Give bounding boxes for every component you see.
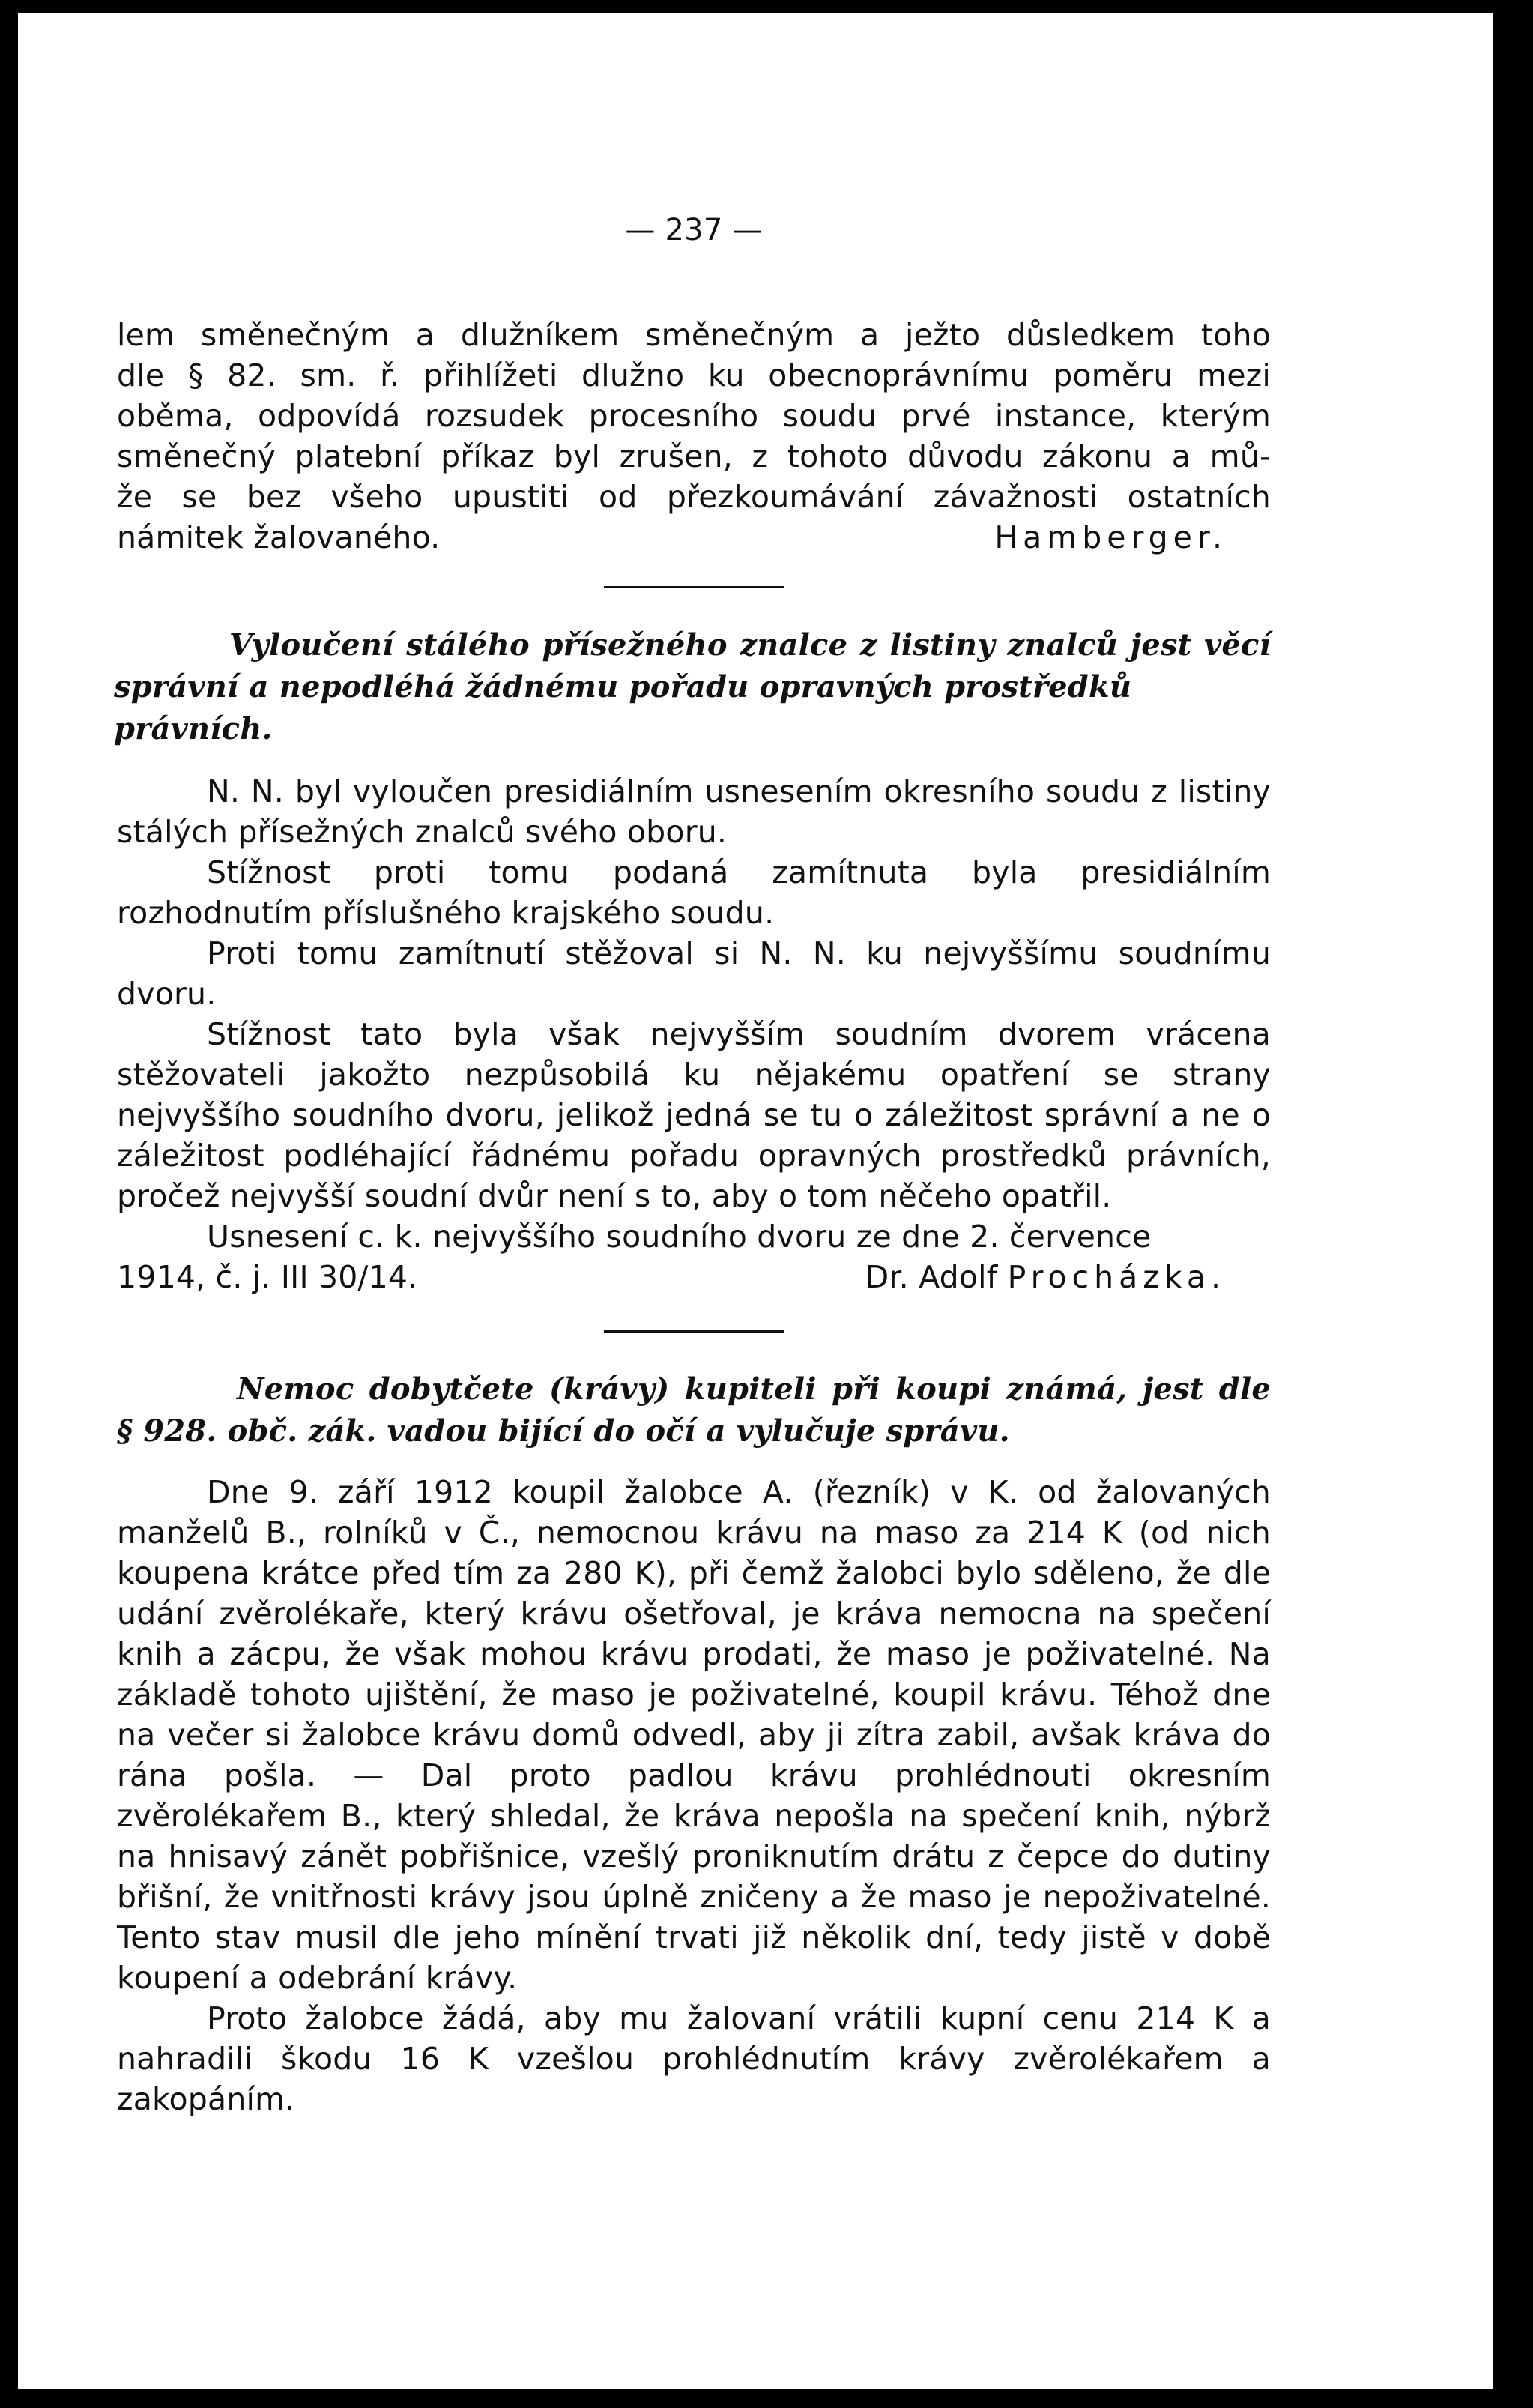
section-cattle-disease: [117, 1369, 1271, 2119]
page-number: — 237 —: [625, 213, 763, 247]
section-heading: [114, 624, 1271, 750]
text-line: dle § 82. sm. ř. přihlížeti dlužno ku obecnoprávnímu poměru mezi: [117, 357, 1271, 393]
heading-line: § 928. obč. zák. vadou bijící do očí a vylučuje správu.: [117, 1413, 1010, 1449]
author-signature: Hamberger.: [994, 519, 1227, 555]
scanned-page: [18, 13, 1514, 2389]
citation-line: [117, 1257, 1271, 1297]
scan-border: [1493, 13, 1514, 2389]
paragraph: Usnesení c. k. nejvyššího soudního dvoru ze dne 2. července: [207, 1219, 1152, 1255]
paragraph: Stížnost proti tomu podaná zamítnuta byla presidiálním rozhodnutím příslušného krajského soudu.: [117, 854, 1271, 931]
page-content: [114, 210, 1271, 2119]
paragraph: Proto žalobce žádá, aby mu žalovaní vrátili kupní cenu 214 K a nahradili škodu 16 K vzešlou prohlédnutím krávy zvěrolékařem a zakopáním.: [117, 2000, 1271, 2117]
section-expert-exclusion: [114, 624, 1271, 1297]
text-line: že se bez všeho upustiti od přezkoumávání závažnosti ostatních: [117, 479, 1271, 515]
heading-line: Vyloučení stálého přísežného znalce z listiny znalců jest věcí: [229, 627, 1271, 663]
section-continuation: [117, 315, 1271, 558]
section-heading: [117, 1369, 1271, 1452]
heading-line: správní a nepodléhá žádnému pořadu opravných prostředků právních.: [114, 669, 1132, 746]
paragraph: Proti tomu zamítnutí stěžoval si N. N. ku nejvyššímu soudnímu dvoru.: [117, 935, 1271, 1012]
heading-line: Nemoc dobytčete (krávy) kupiteli při koupi známá, jest dle: [237, 1372, 1271, 1407]
text-line: lem směnečným a dlužníkem směnečným a ježto důsledkem toho: [117, 317, 1271, 353]
closing-line: [117, 517, 1271, 558]
author-signature: [865, 1257, 1271, 1297]
author-name: Procházka.: [1007, 1259, 1226, 1295]
section-divider: [604, 1330, 784, 1333]
author-prefix: Dr. Adolf: [865, 1259, 998, 1295]
case-citation: 1914, č. j. III 30/14.: [117, 1259, 418, 1295]
section-divider: [604, 586, 784, 588]
paragraph: Dne 9. září 1912 koupil žalobce A. (řezník) v K. od žalovaných manželů B., rolníků v Č., nemocnou krávu na maso za 214 K (od nich koupena krátce před tím za 280 K), při čemž žalobci bylo sděleno, že dle udání zvěrolékaře, který krávu ošetřoval, je kráva nemocna na spečení knih a zácpu, že však mohou krávu prodati, že maso je poživatelné. Na základě tohoto ujištění, že maso je poživatelné, koupil krávu. Téhož dne na večer si žalobce krávu domů odvedl, aby ji zítra zabil, avšak kráva do rána pošla. — Dal proto padlou krávu prohlédnouti okresním zvěrolékařem B., který shledal, že kráva nepošla na spečení knih, nýbrž na hnisavý zánět pobřišnice, vzešlý proniknutím drátu z čepce do dutiny břišní, že vnitřnosti krávy jsou úplně zničeny a že maso je nepoživatelné. Tento stav musil dle jeho mínění trvati již několik dní, tedy jistě v době koupení a odebrání krávy.: [117, 1474, 1271, 1996]
paragraph: Stížnost tato byla však nejvyšším soudním dvorem vrácena stěžovateli jakožto nezpůsobilá ku nějakému opatření se strany nejvyššího soudního dvoru, jelikož jedná se tu o záležitost správní a ne o záležitost podléhající řádnému pořadu opravných prostředků právních, pročež nejvyšší soudní dvůr není s to, aby o tom něčeho opatřil.: [117, 1016, 1271, 1214]
paragraph: N. N. byl vyloučen presidiálním usnesením okresního soudu z listiny stálých přísežných znalců svého oboru.: [117, 773, 1271, 850]
text-line: směnečný platební příkaz byl zrušen, z tohoto důvodu zákonu a mů-: [117, 438, 1271, 474]
text-line: oběma, odpovídá rozsudek procesního soudu prvé instance, kterým: [117, 398, 1271, 434]
text-line: námitek žalovaného.: [117, 519, 441, 555]
